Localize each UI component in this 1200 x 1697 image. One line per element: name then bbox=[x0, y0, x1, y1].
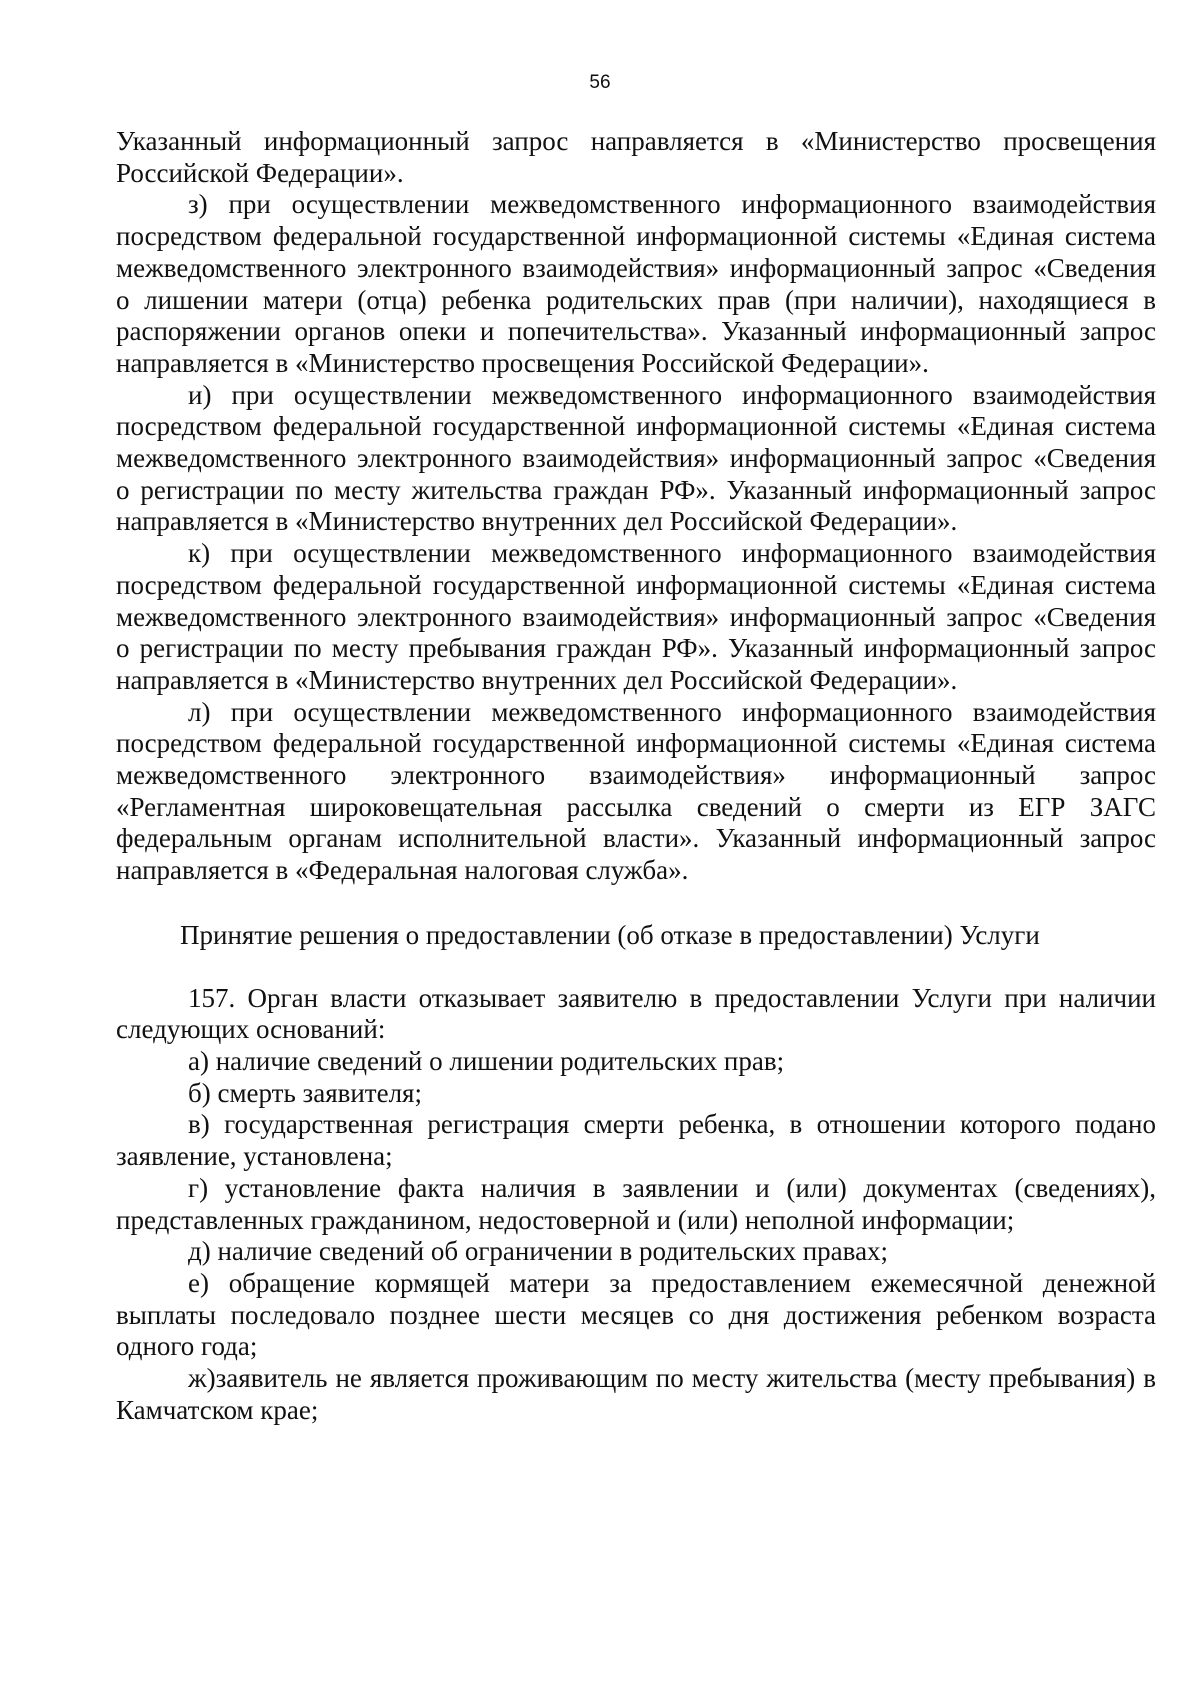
paragraph-continuation: Указанный информационный запрос направляется в «Министерство просвещения Российской Федерации». bbox=[116, 126, 1156, 188]
document-body bbox=[116, 126, 1156, 1426]
clause-157-item-v: в) государственная регистрация смерти ребенка, в отношении которого подано заявление, установлена; bbox=[116, 1109, 1156, 1172]
paragraph-item-z: з) при осуществлении межведомственного информационного взаимодействия посредством федеральной государственной информационной системы «Единая система межведомственного электронного взаимодействия» информационный запрос «Сведения о лишении матери (отца) ребенка родительских прав (при наличии), находящиеся в распоряжении органов опеки и попечительства». Указанный информационный запрос направляется в «Министерство просвещения Российской Федерации». bbox=[116, 189, 1156, 378]
paragraph-item-l: л) при осуществлении межведомственного информационного взаимодействия посредством федеральной государственной информационной системы «Единая система межведомственного электронного взаимодействия» информационный запрос «Регламентная широковещательная рассылка сведений о смерти из ЕГР ЗАГС федеральным органам исполнительной власти». Указанный информационный запрос направляется в «Федеральная налоговая служба». bbox=[116, 696, 1156, 886]
clause-157-item-e: е) обращение кормящей матери за предоставлением ежемесячной денежной выплаты последовало позднее шести месяцев со дня достижения ребенком возраста одного года; bbox=[116, 1267, 1156, 1362]
clause-157-item-g: г) установление факта наличия в заявлении и (или) документах (сведениях), представленных гражданином, недостоверной и (или) неполной информации; bbox=[116, 1172, 1156, 1235]
clause-157-item-a: а) наличие сведений о лишении родительских прав; bbox=[188, 1045, 785, 1076]
clause-157-item-b: б) смерть заявителя; bbox=[188, 1077, 422, 1108]
paragraph-item-i: и) при осуществлении межведомственного информационного взаимодействия посредством федеральной государственной информационной системы «Единая система межведомственного электронного взаимодействия» информационный запрос «Сведения о регистрации по месту жительства граждан РФ». Указанный информационный запрос направляется в «Министерство внутренних дел Российской Федерации». bbox=[116, 379, 1156, 537]
section-heading: Принятие решения о предоставлении (об отказе в предоставлении) Услуги bbox=[180, 919, 1040, 950]
page-number: 56 bbox=[589, 72, 611, 93]
clause-157-intro: 157. Орган власти отказывает заявителю в предоставлении Услуги при наличии следующих оснований: bbox=[116, 982, 1156, 1045]
paragraph-item-k: к) при осуществлении межведомственного информационного взаимодействия посредством федеральной государственной информационной системы «Единая система межведомственного электронного взаимодействия» информационный запрос «Сведения о регистрации по месту пребывания граждан РФ». Указанный информационный запрос направляется в «Министерство внутренних дел Российской Федерации». bbox=[116, 538, 1156, 695]
clause-157-item-d: д) наличие сведений об ограничении в родительских правах; bbox=[188, 1236, 889, 1267]
clause-157-item-zh: ж)заявитель не является проживающим по месту жительства (месту пребывания) в Камчатском крае; bbox=[116, 1363, 1156, 1425]
